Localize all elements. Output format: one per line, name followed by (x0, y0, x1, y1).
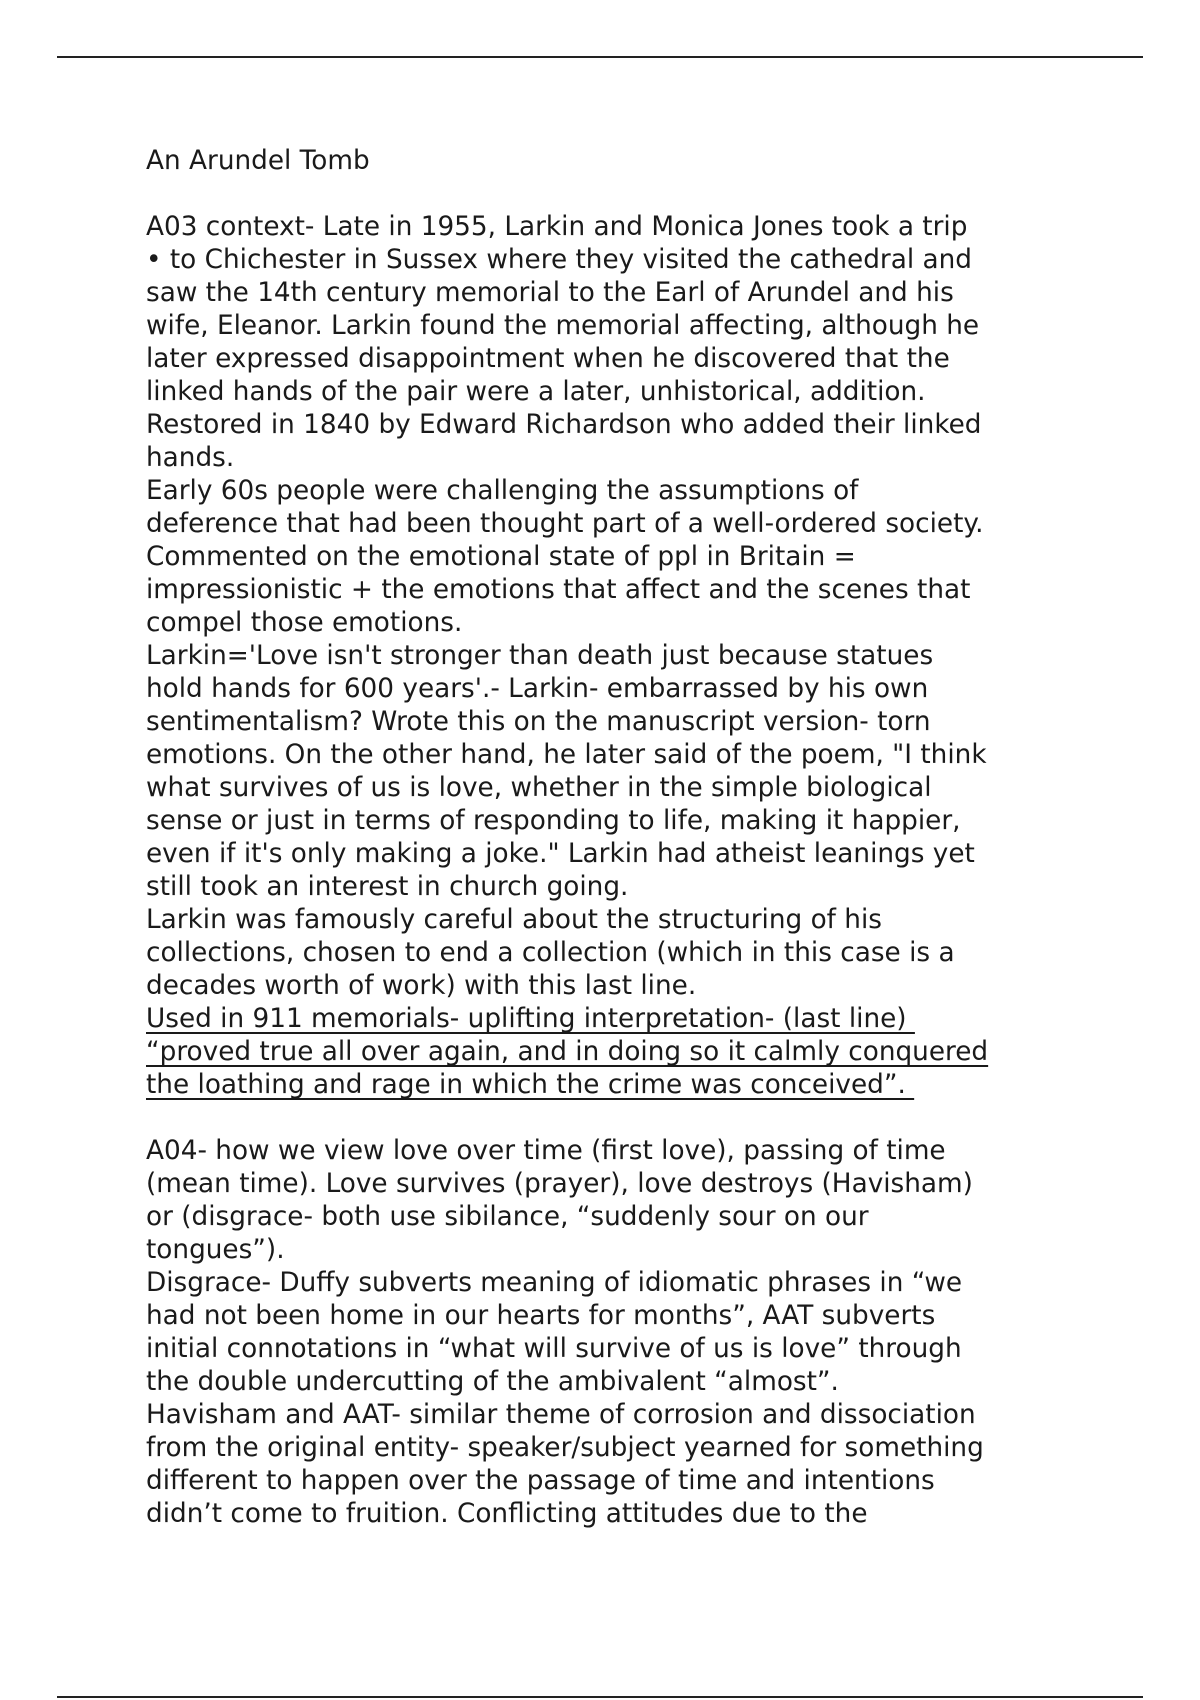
text-line: what survives of us is love, whether in the simple biological (146, 773, 932, 803)
text-line: A04- how we view love over time (first love), passing of time (146, 1136, 946, 1166)
text-line: sense or just in terms of responding to life, making it happier, (146, 806, 961, 836)
text-line: collections, chosen to end a collection (which in this case is a (146, 938, 955, 968)
section-ao3 (146, 211, 1076, 1102)
text-line: later expressed disappointment when he discovered that the (146, 344, 950, 374)
text-line: saw the 14th century memorial to the Earl of Arundel and his (146, 278, 954, 308)
paragraph-gap (146, 1102, 1076, 1135)
text-line: had not been home in our hearts for months”, AAT subverts (146, 1301, 936, 1331)
text-line: decades worth of work) with this last line. (146, 971, 697, 1001)
text-line: didn’t come to fruition. Conflicting attitudes due to the (146, 1499, 868, 1529)
text-line: compel those emotions. (146, 608, 463, 638)
text-line: different to happen over the passage of time and intentions (146, 1466, 935, 1496)
text-line: hands. (146, 443, 235, 473)
text-line: sentimentalism? Wrote this on the manuscript version- torn (146, 707, 931, 737)
text-line: emotions. On the other hand, he later said of the poem, "I think (146, 740, 987, 770)
text-line: initial connotations in “what will survive of us is love” through (146, 1334, 962, 1364)
text-line: Havisham and AAT- similar theme of corrosion and dissociation (146, 1400, 976, 1430)
document-body (146, 145, 1076, 1531)
text-line: Restored in 1840 by Edward Richardson who added their linked (146, 410, 982, 440)
text-line: from the original entity- speaker/subject yearned for something (146, 1433, 984, 1463)
header-rule (57, 56, 1143, 58)
underlined-quote-line: Used in 911 memorials- uplifting interpretation- (last line) (146, 1004, 915, 1034)
text-line: A03 context- Late in 1955, Larkin and Monica Jones took a trip (146, 212, 968, 242)
text-line: still took an interest in church going. (146, 872, 629, 902)
text-line: Larkin='Love isn't stronger than death just because statues (146, 641, 934, 671)
text-line: the double undercutting of the ambivalent “almost”. (146, 1367, 839, 1397)
text-line: deference that had been thought part of a well-ordered society. (146, 509, 984, 539)
text-line: linked hands of the pair were a later, unhistorical, addition. (146, 377, 926, 407)
underlined-quote-line: “proved true all over again, and in doing so it calmly conquered (146, 1037, 989, 1067)
text-line: wife, Eleanor. Larkin found the memorial affecting, although he (146, 311, 980, 341)
section-ao4 (146, 1135, 1076, 1531)
text-line: hold hands for 600 years'.- Larkin- embarrassed by his own (146, 674, 929, 704)
text-line: Disgrace- Duffy subverts meaning of idiomatic phrases in “we (146, 1268, 963, 1298)
text-line: impressionistic + the emotions that affect and the scenes that (146, 575, 971, 605)
text-line: Larkin was famously careful about the structuring of his (146, 905, 882, 935)
text-line: • to Chichester in Sussex where they visited the cathedral and (146, 245, 972, 275)
text-line: Early 60s people were challenging the assumptions of (146, 476, 859, 506)
text-line: tongues”). (146, 1235, 285, 1265)
text-line: (mean time). Love survives (prayer), love destroys (Havisham) (146, 1169, 973, 1199)
text-line: Commented on the emotional state of ppl in Britain = (146, 542, 856, 572)
document-title: An Arundel Tomb (146, 146, 370, 176)
underlined-quote-line: the loathing and rage in which the crime was conceived”. (146, 1070, 915, 1100)
paragraph-gap (146, 178, 1076, 211)
text-line: even if it's only making a joke." Larkin had atheist leanings yet (146, 839, 975, 869)
text-line: or (disgrace- both use sibilance, “suddenly sour on our (146, 1202, 869, 1232)
footer-rule (57, 1696, 1143, 1698)
